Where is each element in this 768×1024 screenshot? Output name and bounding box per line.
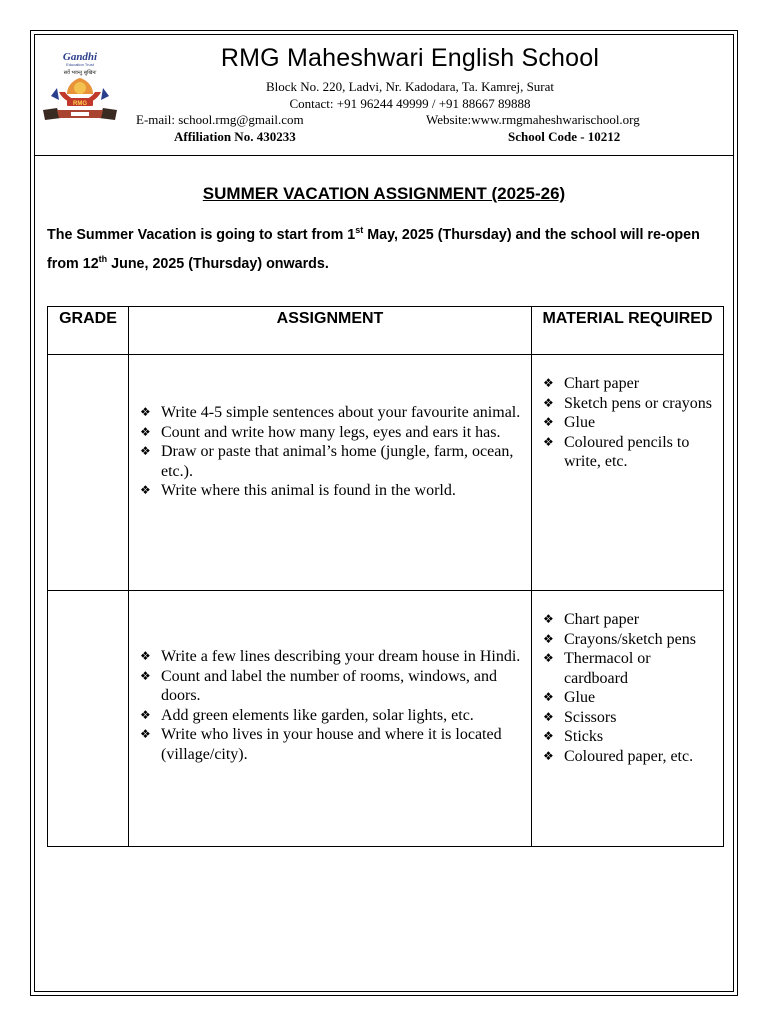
school-email: E-mail: school.rmg@gmail.com [136, 112, 304, 127]
header-material: MATERIAL REQUIRED [532, 307, 724, 355]
school-logo [37, 48, 123, 128]
list-item: ❖ Coloured pencils to write, etc. [564, 433, 715, 472]
list-item: ❖ Count and label the number of rooms, windows, and doors. [161, 667, 523, 706]
list-item: ❖ Write where this animal is found in the world. [161, 481, 523, 501]
header-assignment: ASSIGNMENT [129, 307, 532, 355]
document-title [34, 184, 734, 204]
list-item: ❖ Glue [564, 413, 715, 433]
intro-sup-1: st [355, 225, 364, 235]
intro-part-2: May, 2025 (Thursday) and the school will re-open from 12 [47, 226, 700, 272]
logo-text-trust: Education Trust [66, 62, 94, 67]
list-item: ❖ Chart paper [564, 610, 715, 630]
header-grade: GRADE [48, 307, 129, 355]
intro-part-1: The Summer Vacation is going to start from 1 [47, 226, 356, 243]
list-item: ❖ Count and write how many legs, eyes and ears it has. [161, 423, 523, 443]
logo-badge-text: RMG [73, 101, 87, 107]
intro-paragraph [47, 218, 727, 276]
logo-motto: सर्वे भवन्तु सुखिनः [63, 70, 97, 76]
list-item: ❖ Draw or paste that animal’s home (jungle, farm, ocean, etc.). [161, 442, 523, 481]
affiliation-number: Affiliation No. 430233 [174, 129, 296, 144]
list-item: ❖ Glue [564, 688, 715, 708]
grade-cell [48, 591, 129, 847]
table-row [48, 591, 724, 847]
list-item: ❖ Coloured paper, etc. [564, 747, 715, 767]
grade-cell [48, 355, 129, 591]
school-name: RMG Maheshwari English School [220, 44, 600, 72]
assignment-cell [129, 355, 532, 591]
logo-text-gandhi: Gandhi [62, 51, 98, 63]
assignment-cell [129, 591, 532, 847]
header-divider [34, 155, 734, 156]
assignment-list [129, 355, 531, 501]
material-list [532, 355, 723, 472]
list-item: ❖ Scissors [564, 708, 715, 728]
table-row [48, 355, 724, 591]
assignment-list [129, 591, 531, 764]
school-website: Website:www.rmgmaheshwarischool.org [426, 112, 640, 127]
table-header-row [48, 307, 724, 355]
material-cell [532, 591, 724, 847]
list-item: ❖ Write a few lines describing your dream house in Hindi. [161, 647, 523, 667]
list-item: ❖ Thermacol or cardboard [564, 649, 715, 688]
intro-part-3: June, 2025 (Thursday) onwards. [107, 255, 329, 272]
document-title-text: SUMMER VACATION ASSIGNMENT (2025-26) [202, 184, 566, 203]
list-item: ❖ Chart paper [564, 374, 715, 394]
list-item: ❖ Crayons/sketch pens [564, 630, 715, 650]
list-item: ❖ Sketch pens or crayons [564, 394, 715, 414]
list-item: ❖ Write who lives in your house and where it is located (village/city). [161, 725, 523, 764]
school-code: School Code - 10212 [508, 129, 621, 144]
school-address: Block No. 220, Ladvi, Nr. Kadodara, Ta. Kamrej, Surat [265, 79, 555, 94]
intro-sup-2: th [98, 253, 108, 264]
material-cell [532, 355, 724, 591]
assignment-table [47, 306, 724, 847]
school-contact: Contact: +91 96244 49999 / +91 88667 89888 [289, 96, 531, 111]
list-item: ❖ Write 4-5 simple sentences about your favourite animal. [161, 403, 523, 423]
list-item: ❖ Add green elements like garden, solar lights, etc. [161, 706, 523, 726]
material-list [532, 591, 723, 766]
list-item: ❖ Sticks [564, 727, 715, 747]
